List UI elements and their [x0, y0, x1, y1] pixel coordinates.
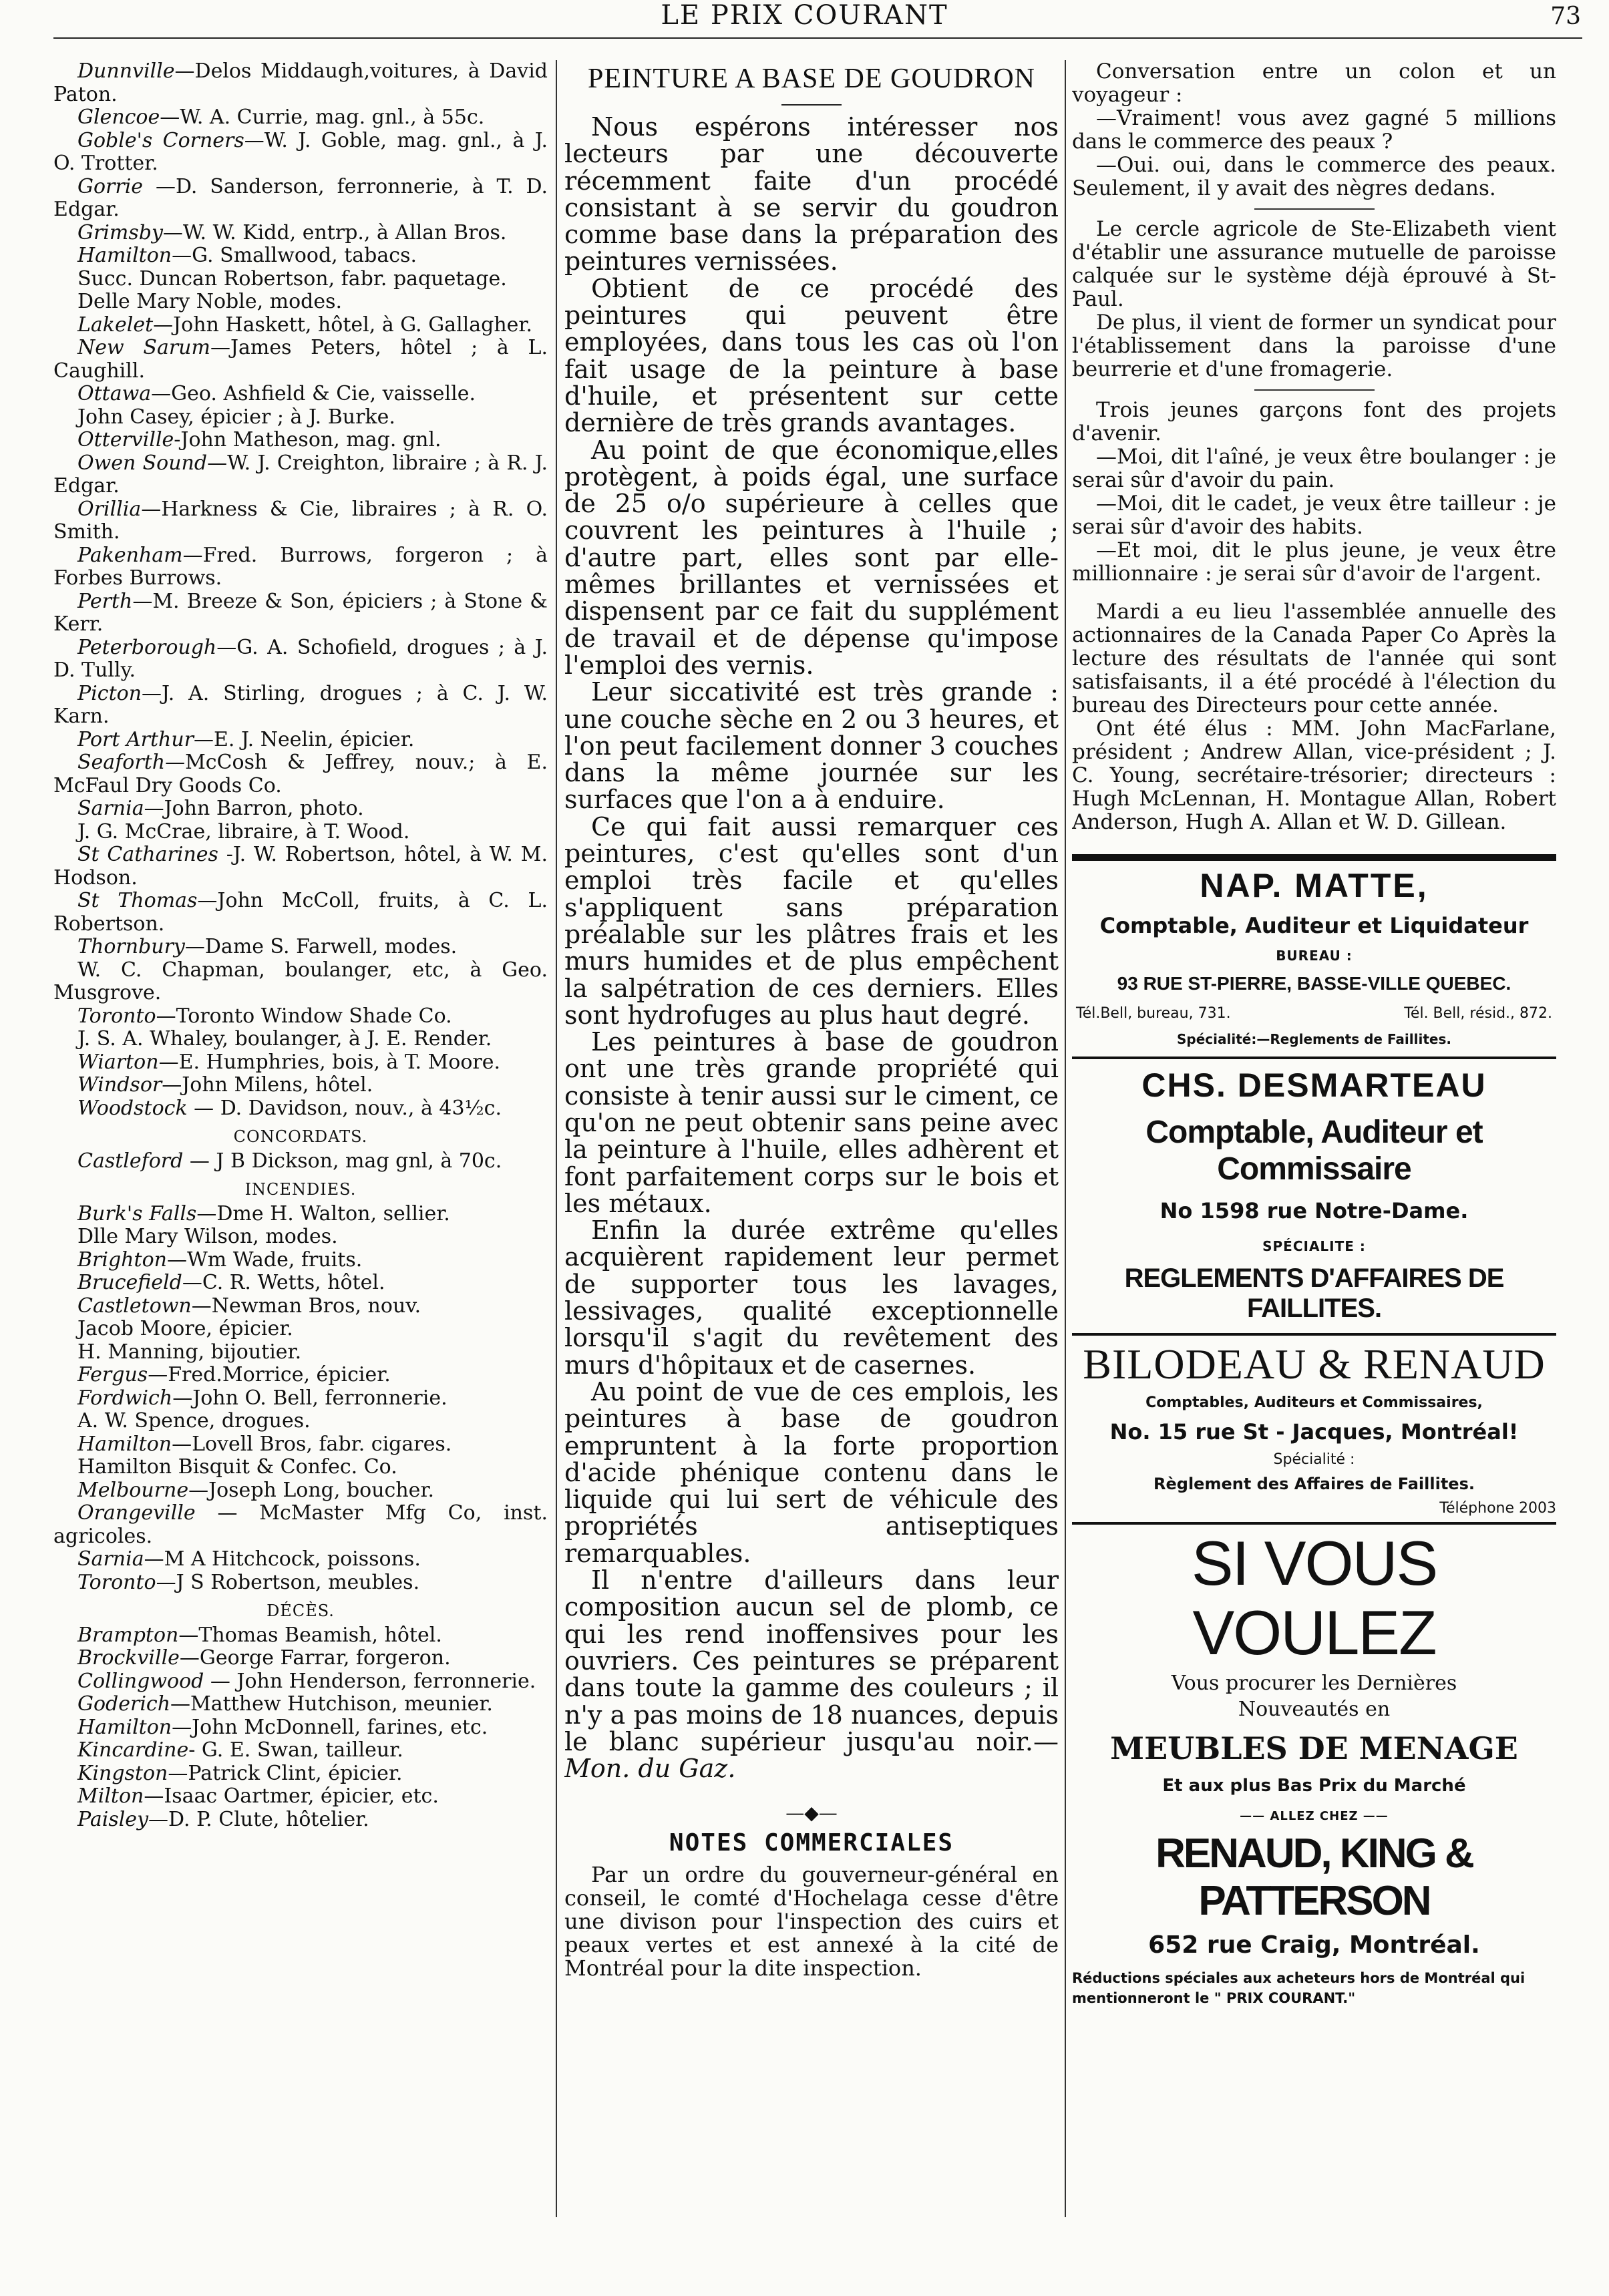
entries-list-deces — [53, 1624, 548, 1832]
entry-place: Sarnia — [77, 1547, 144, 1571]
article-signature: Mon. du Gaz. — [564, 1754, 736, 1784]
article-paragraph — [564, 813, 1059, 1028]
ad-firm-name: NAP. MATTE, — [1200, 867, 1429, 904]
entry-text: Delle Mary Noble, modes. — [77, 290, 343, 313]
entry-place: Woodstock — [77, 1096, 188, 1120]
entry-text: — John Henderson, ferronnerie. — [204, 1669, 536, 1693]
directory-entry — [53, 452, 548, 498]
entry-text: J. S. A. Whaley, boulanger, à J. E. Render. — [77, 1027, 492, 1050]
directory-entry — [53, 1502, 548, 1548]
column-divider-2 — [1065, 60, 1066, 2217]
entry-text: — McMaster Mfg Co, inst. agricoles. — [53, 1501, 548, 1548]
section-heading-deces: DÉCÈS. — [266, 1601, 335, 1620]
briefs-and-ads-column — [1072, 60, 1556, 2008]
entry-place: Thornbury — [77, 935, 185, 958]
directory-entry — [53, 590, 548, 636]
entry-text: —John Milens, hôtel. — [162, 1073, 373, 1097]
entry-text: —John McDonnell, farines, etc. — [172, 1715, 488, 1739]
entry-text: —W. W. Kidd, entrp., à Allan Bros. — [162, 220, 507, 244]
ad-bilodeau-renaud — [1072, 1336, 1556, 1517]
entry-place: Hamilton — [77, 244, 172, 267]
entry-text: — D. Davidson, nouv., à 43½c. — [187, 1096, 502, 1120]
entry-text: —W. J. Goble, mag. gnl., à J. O. Trotter. — [53, 128, 548, 175]
paragraph-text: Les peintures à base de goudron ont une très grande propriété qui consiste à tenir aussi sur le ciment, ce qu'on ne peut obtenir sans peine avec la peinture à l'huile, elles adhèrent et font parfaitement corps sur le bois et les métaux. — [564, 1027, 1059, 1218]
entry-place: St Catharines — [77, 843, 218, 866]
paragraph-text: Il n'entre d'ailleurs dans leur composition aucun sel de plomb, ce qui les rend inoffensives pour les ouvriers. Ces peintures se préparent dans toute la gamme des couleurs ; il n'y a pas moins de 18 nuances, depuis le blanc supérieur jusqu'au noir.— — [564, 1565, 1059, 1756]
ad-product: MEUBLES DE MENAGE — [1110, 1730, 1518, 1766]
directory-entry — [53, 1808, 548, 1832]
directory-entry — [53, 314, 548, 337]
article-paragraph — [564, 1378, 1059, 1567]
entry-text: —D. P. Clute, hôtelier. — [148, 1807, 369, 1831]
ad-firm-name: CHS. DESMARTEAU — [1141, 1067, 1487, 1104]
entry-text: —Fred. Burrows, forgeron ; à Forbes Burrows. — [53, 543, 548, 590]
article-column — [564, 60, 1059, 1980]
entry-text: —D. Sanderson, ferronnerie, à T. D. Edgar. — [53, 174, 548, 221]
directory-entry — [53, 1225, 548, 1249]
entry-text: —Joseph Long, boucher. — [188, 1478, 435, 1502]
ad-address: No. 15 rue St - Jacques, Montréal! — [1109, 1419, 1519, 1445]
entry-place: Brighton — [77, 1248, 167, 1272]
article-paragraph — [564, 437, 1059, 679]
entry-text: — J B Dickson, mag gnl, à 70c. — [183, 1149, 502, 1173]
entry-place: Pakenham — [77, 543, 183, 567]
ad-renaud-king-patterson — [1072, 1525, 1556, 2008]
directory-entry — [53, 1647, 548, 1670]
directory-entry — [53, 106, 548, 130]
entry-place: Castleford — [77, 1149, 184, 1173]
entry-text: —James Peters, hôtel ; à L. Caughill. — [53, 336, 548, 383]
directory-entry — [53, 1670, 548, 1694]
entry-text: —Delos Middaugh,voitures, à David Paton. — [53, 60, 548, 106]
ad-nap-matte — [1072, 861, 1556, 1047]
notes-heading: NOTES COMMERCIALES — [669, 1829, 954, 1857]
entry-place: Fergus — [77, 1363, 148, 1386]
directory-entry — [53, 683, 548, 729]
entry-place: Wiarton — [77, 1050, 159, 1074]
page-header — [0, 0, 1609, 40]
entry-place: Brockville — [77, 1646, 180, 1670]
directory-entry — [53, 406, 548, 429]
article-paragraph — [564, 1567, 1059, 1782]
ad-address: 652 rue Craig, Montréal. — [1148, 1931, 1480, 1959]
entry-text: Dlle Mary Wilson, modes. — [77, 1225, 338, 1248]
entry-text: —Geo. Ashfield & Cie, vaisselle. — [151, 382, 476, 405]
briefs — [1072, 60, 1556, 834]
entry-text: —John Haskett, hôtel, à G. Gallagher. — [153, 313, 533, 337]
entry-place: Kingston — [77, 1761, 168, 1785]
ad-note: Réductions spéciales aux acheteurs hors de Montréal qui mentionneront le " PRIX COURANT." — [1072, 1970, 1526, 2006]
directory-entry — [53, 176, 548, 222]
directory-entry — [53, 1456, 548, 1479]
entries-list-concordats — [53, 1150, 548, 1173]
brief-paragraph: —Vraiment! vous avez gagné 5 millions dans le commerce des peaux ? — [1072, 106, 1556, 154]
entry-text: —Dme H. Walton, sellier. — [196, 1201, 450, 1225]
entry-text: —M A Hitchcock, poissons. — [144, 1547, 421, 1571]
entry-text: —Newman Bros, nouv. — [191, 1294, 421, 1318]
entry-text: —J S Robertson, meubles. — [156, 1570, 420, 1594]
entry-text: Hamilton Bisquit & Confec. Co. — [77, 1455, 397, 1479]
ad-text: Nouveautés en — [1238, 1698, 1391, 1721]
ad-phones — [1072, 1005, 1556, 1022]
section-heading-concordats: CONCORDATS. — [233, 1127, 368, 1146]
entry-text: —E. J. Neelin, épicier. — [194, 727, 415, 751]
entry-place: New Sarum — [77, 336, 210, 359]
entry-text: W. C. Chapman, boulanger, etc, à Geo. Musgrove. — [53, 958, 548, 1004]
paragraph-text: Nous espérons intéresser nos lecteurs par une découverte récemment faite d'un procédé consistant à se servir du goudron comme base dans la préparation des peintures vernissées. — [564, 112, 1059, 276]
directory-entry — [53, 1097, 548, 1121]
header-rule — [53, 37, 1582, 39]
entry-place: Orangeville — [77, 1501, 196, 1525]
directory-entry — [53, 1410, 548, 1433]
brief-paragraph: De plus, il vient de former un syndicat pour l'établissement dans la paroisse d'une beurrerie et d'une fromagerie. — [1072, 311, 1556, 381]
entry-text: —John McColl, fruits, à C. L. Robertson. — [53, 889, 548, 936]
entries-list-1 — [53, 60, 548, 1120]
ad-headline: SI VOUS VOULEZ — [1191, 1528, 1437, 1668]
ad-phone-residence: Tél. Bell, résid., 872. — [1404, 1005, 1552, 1022]
entry-text: —M. Breeze & Son, épiciers ; à Stone & Kerr. — [53, 589, 548, 636]
entry-text: —George Farrar, forgeron. — [179, 1646, 451, 1670]
brief-paragraph: Le cercle agricole de Ste-Elizabeth vient d'établir une assurance mutuelle de paroisse calquée sur le système déjà éprouvé à St-Paul. — [1072, 217, 1556, 311]
entry-place: Fordwich — [77, 1386, 173, 1410]
entry-text: —Toronto Window Shade Co. — [156, 1004, 452, 1028]
entry-place: Hamilton — [77, 1715, 172, 1739]
directory-entry — [53, 936, 548, 959]
entry-text: —Fred.Morrice, épicier. — [148, 1363, 391, 1386]
entry-text: John Casey, épicier ; à J. Burke. — [77, 405, 395, 429]
entry-text: Succ. Duncan Robertson, fabr. paquetage. — [77, 266, 507, 291]
directory-entry — [53, 1074, 548, 1097]
entry-text: —John O. Bell, ferronnerie. — [172, 1386, 448, 1410]
article-paragraph — [564, 275, 1059, 437]
entry-place: Windsor — [77, 1073, 162, 1097]
directory-entry — [53, 1272, 548, 1295]
directory-entry — [53, 1624, 548, 1648]
directory-entry — [53, 130, 548, 176]
entry-text: —McCosh & Jeffrey, nouv.; à E. McFaul Dry Goods Co. — [53, 751, 548, 797]
entry-place: Toronto — [77, 1570, 156, 1594]
ad-text: Vous procurer les Dernières — [1171, 1672, 1457, 1695]
entry-text: —W. J. Creighton, libraire ; à R. J. Edgar. — [53, 451, 548, 498]
masthead-title: LE PRIX COURANT — [661, 0, 948, 31]
spacer — [1072, 586, 1556, 600]
article-title: PEINTURE A BASE DE GOUDRON — [587, 63, 1036, 94]
paragraph-text: Enfin la durée extrême qu'elles acquièrent rapidement leur permet de supporter tous les lavages, lessivages, qualité exceptionnelle lorsqu'il s'agit du revêtement des murs d'hôpitaux et de casernes. — [564, 1215, 1059, 1380]
directory-entry — [53, 291, 548, 314]
brief-separator — [1254, 389, 1375, 391]
directory-entry — [53, 1739, 548, 1762]
ad-specialty: REGLEMENTS D'AFFAIRES DE FAILLITES. — [1124, 1264, 1504, 1323]
entry-text: —Thomas Beamish, hôtel. — [178, 1623, 442, 1647]
entry-place: Toronto — [77, 1004, 156, 1028]
directory-entry — [53, 1387, 548, 1410]
entry-text: —Lovell Bros, fabr. cigares. — [172, 1432, 452, 1456]
entry-text: -J. W. Robertson, hôtel, à W. M. Hodson. — [53, 843, 548, 890]
entry-place: Paisley — [77, 1807, 149, 1831]
brief-paragraph: Conversation entre un colon et un voyageur : — [1072, 60, 1556, 107]
entry-text: J. G. McCrae, libraire, à T. Wood. — [77, 819, 410, 843]
entry-place: Brampton — [77, 1623, 179, 1647]
section-heading-incendies: INCENDIES. — [244, 1180, 357, 1199]
title-rule — [781, 104, 842, 106]
brief-paragraph: —Moi, dit le cadet, je veux être tailleur : je serai sûr d'avoir des habits. — [1072, 492, 1556, 539]
entry-place: Port Arthur — [77, 727, 194, 751]
paragraph-text: Leur siccativité est très grande : une couche sèche en 2 ou 3 heures, et l'on peut facilement donner 3 couches dans la même journée sur les surfaces que l'on a à enduire. — [564, 677, 1059, 815]
entry-text: —G. A. Schofield, drogues ; à J. D. Tully. — [53, 635, 548, 682]
ad-phone-office: Tél.Bell, bureau, 731. — [1076, 1005, 1231, 1022]
entry-text: —E. Humphries, bois, à T. Moore. — [158, 1050, 501, 1074]
directory-entry — [53, 544, 548, 590]
directory-entry — [53, 959, 548, 1005]
entry-place: Sarnia — [77, 797, 144, 820]
entry-place: Gorrie — [77, 174, 144, 198]
brief-paragraph: Ont été élus : MM. John MacFarlane, président ; Andrew Allan, vice-président ; J. C. Young, secrétaire-trésorier; directeurs : Hugh McLennan, H. Montague Allan, Robert Anderson, Hugh A. Allan et W. D. Gillean. — [1072, 717, 1556, 834]
directory-entry — [53, 729, 548, 752]
entry-text: -John Matheson, mag. gnl. — [174, 428, 441, 451]
directory-entry — [53, 636, 548, 683]
entry-place: Orillia — [77, 497, 142, 521]
directory-entry — [53, 383, 548, 406]
ad-specialty-label: Spécialité : — [1273, 1451, 1355, 1468]
ad-firm-name: BILODEAU & RENAUD — [1083, 1340, 1546, 1388]
paragraph-text: Ce qui fait aussi remarquer ces peintures, c'est qu'elles sont d'un emploi très facile et qu'elles s'appliquent sans préparation préalable sur les plâtres frais et les murs humides et de plus empêchent la salpétration de ces derniers. Elles sont hydrofuges au plus haut degré. — [564, 811, 1059, 1030]
ad-specialty-label: SPÉCIALITE : — [1262, 1238, 1366, 1254]
directory-entry — [53, 337, 548, 383]
paragraph-text: Au point de que économique,elles protègent, à poids égal, une surface de 25 o/o supérieure à celles que couvrent les peintures à l'huile ; d'autre part, elles sont par elle-mêmes brillantes et vernissées et dispensent par ce fait du supplément de travail et de dépense qu'impose l'emploi des vernis. — [564, 435, 1059, 680]
ad-role: Comptables, Auditeurs et Commissaires, — [1145, 1394, 1483, 1411]
paragraph-text: Obtient de ce procédé des peintures qui peuvent être employées, dans tous les cas où l'on fait usage de la peinture à base d'huile, et présentent sur cette dernière de très grands avantages. — [564, 273, 1059, 438]
entry-text: —J. A. Stirling, drogues ; à C. J. W. Karn. — [53, 681, 548, 728]
entry-text: —Patrick Clint, épicier. — [168, 1761, 403, 1785]
entry-text: —Isaac Oartmer, épicier, etc. — [144, 1784, 439, 1808]
entry-text: —Wm Wade, fruits. — [166, 1248, 363, 1272]
directory-entry — [53, 890, 548, 936]
brief-separator — [1254, 208, 1375, 210]
directory-entry — [53, 1051, 548, 1075]
brief-paragraph: —Moi, dit l'aîné, je veux être boulanger : je serai sûr d'avoir du pain. — [1072, 445, 1556, 492]
ornament-divider: —◆— — [785, 1802, 838, 1825]
directory-entry — [53, 1479, 548, 1503]
directory-entry — [53, 797, 548, 821]
article-paragraph — [564, 1028, 1059, 1217]
directory-entry — [53, 1341, 548, 1364]
directory-entry — [53, 1571, 548, 1595]
entry-place: Castletown — [77, 1294, 192, 1318]
ad-role: Comptable, Auditeur et Commissaire — [1145, 1115, 1483, 1187]
entry-place: Melbourne — [77, 1478, 189, 1502]
entry-text: —Dame S. Farwell, modes. — [184, 935, 458, 958]
brief-paragraph: —Et moi, dit le plus jeune, je veux être millionnaire : je serai sûr d'avoir de l'argent. — [1072, 538, 1556, 586]
entry-place: Collingwood — [77, 1669, 204, 1693]
directory-entry — [53, 1762, 548, 1786]
directory-entry — [53, 1716, 548, 1740]
directory-entry — [53, 751, 548, 797]
entry-place: Lakelet — [77, 313, 154, 337]
brief-paragraph: Mardi a eu lieu l'assemblée annuelle des actionnaires de la Canada Paper Co Après la lecture des résultats de l'année qui sont satisfaisants, il a été procédé à l'élection du bureau des Directeurs pour cette année. — [1072, 600, 1556, 717]
page-number: 73 — [1550, 3, 1581, 30]
entry-text: —Harkness & Cie, libraires ; à R. O. Smith. — [53, 497, 548, 544]
entry-text: —Matthew Hutchison, meunier. — [170, 1692, 493, 1716]
directory-entry — [53, 268, 548, 291]
ad-desmarteau — [1072, 1059, 1556, 1324]
notes-paragraph: Par un ordre du gouverneur-général en conseil, le comté d'Hochelaga cesse d'être une divison pour l'inspection des cuirs et peaux vertes et est annexé à la cité de Montréal pour la dite inspection. — [564, 1862, 1059, 1981]
directory-entry — [53, 429, 548, 452]
notes-body — [564, 1863, 1059, 1980]
entry-text: A. W. Spence, drogues. — [77, 1409, 311, 1432]
column-divider-1 — [556, 60, 557, 2217]
brief-paragraph: —Oui. oui, dans le commerce des peaux. Seulement, il y avait des nègres dedans. — [1072, 153, 1556, 200]
article-body — [564, 114, 1059, 1782]
entry-place: Grimsby — [77, 220, 163, 244]
ad-specialty: Règlement des Affaires de Faillites. — [1153, 1475, 1475, 1493]
entry-place: Kincardine — [77, 1738, 189, 1762]
ad-text: Et aux plus Bas Prix du Marché — [1162, 1776, 1466, 1796]
directory-entry — [53, 222, 548, 245]
entry-place: Brucefield — [77, 1271, 182, 1294]
ad-role: Comptable, Auditeur et Liquidateur — [1099, 913, 1529, 938]
ad-address: No 1598 rue Notre-Dame. — [1159, 1198, 1469, 1223]
entry-place: Peterborough — [77, 635, 217, 659]
ad-phone: Téléphone 2003 — [1439, 1500, 1556, 1517]
entry-text: —G. Smallwood, tabacs. — [172, 244, 417, 267]
entry-text: —C. R. Wetts, hôtel. — [182, 1271, 385, 1294]
directory-entry — [53, 1203, 548, 1226]
entry-place: Ottawa — [77, 382, 152, 405]
entry-place: Hamilton — [77, 1432, 172, 1456]
entry-place: Burk's Falls — [77, 1201, 197, 1225]
brief-paragraph: Trois jeunes garçons font des projets d'avenir. — [1072, 398, 1556, 445]
directory-entry — [53, 60, 548, 106]
entry-place: Dunnville — [77, 60, 175, 83]
entry-text: - G. E. Swan, tailleur. — [188, 1738, 403, 1762]
entry-text: Jacob Moore, épicier. — [77, 1317, 293, 1340]
ad-bureau-label: BUREAU : — [1276, 948, 1353, 964]
entry-place: St Thomas — [77, 889, 198, 912]
directory-entry — [53, 1785, 548, 1808]
entry-place: Goble's Corners — [77, 128, 244, 152]
directory-entry — [53, 1005, 548, 1028]
directory-entry — [53, 1548, 548, 1571]
directory-entry — [53, 1295, 548, 1318]
article-paragraph — [564, 114, 1059, 275]
entry-place: Milton — [77, 1784, 144, 1808]
entry-place: Owen Sound — [77, 451, 208, 475]
entry-text: —W. A. Currie, mag. gnl., à 55c. — [160, 106, 485, 129]
directory-entry — [53, 244, 548, 268]
ad-allez: —— ALLEZ CHEZ —— — [1240, 1809, 1389, 1823]
directory-entry — [53, 1028, 548, 1051]
entry-place: Glencoe — [77, 106, 160, 129]
entries-list-incendies — [53, 1203, 548, 1595]
entry-text: —John Barron, photo. — [144, 797, 364, 820]
entry-place: Picton — [77, 681, 142, 705]
ad-address: 93 RUE ST-PIERRE, BASSE-VILLE QUEBEC. — [1117, 973, 1511, 994]
ad-firm-name: RENAUD, KING & PATTERSON — [1155, 1831, 1473, 1924]
directory-entry — [53, 1364, 548, 1387]
entry-place: Perth — [77, 589, 133, 613]
directory-entry — [53, 843, 548, 890]
ad-specialty: Spécialité:—Reglements de Faillites. — [1177, 1031, 1451, 1047]
directory-entry — [53, 1150, 548, 1173]
article-paragraph — [564, 1217, 1059, 1378]
entry-place: Otterville — [77, 428, 174, 451]
directory-entry — [53, 1318, 548, 1341]
article-paragraph — [564, 679, 1059, 813]
directory-entry — [53, 1249, 548, 1272]
entry-place: Goderich — [77, 1692, 171, 1716]
directory-entry — [53, 821, 548, 844]
directory-entry — [53, 498, 548, 544]
directory-entry — [53, 1433, 548, 1457]
business-changes-column — [53, 60, 548, 1831]
entry-place: Seaforth — [77, 751, 166, 774]
paragraph-text: Au point de vue de ces emplois, les peintures à base de goudron empruntent à la forte proportion d'acide phénique contenu dans le liquide qui lui sert de véhicule des propriétés antiseptiques remarquables. — [564, 1376, 1059, 1568]
entry-text: H. Manning, bijoutier. — [77, 1340, 302, 1364]
ads-top-rule — [1072, 854, 1556, 861]
directory-entry — [53, 1693, 548, 1716]
